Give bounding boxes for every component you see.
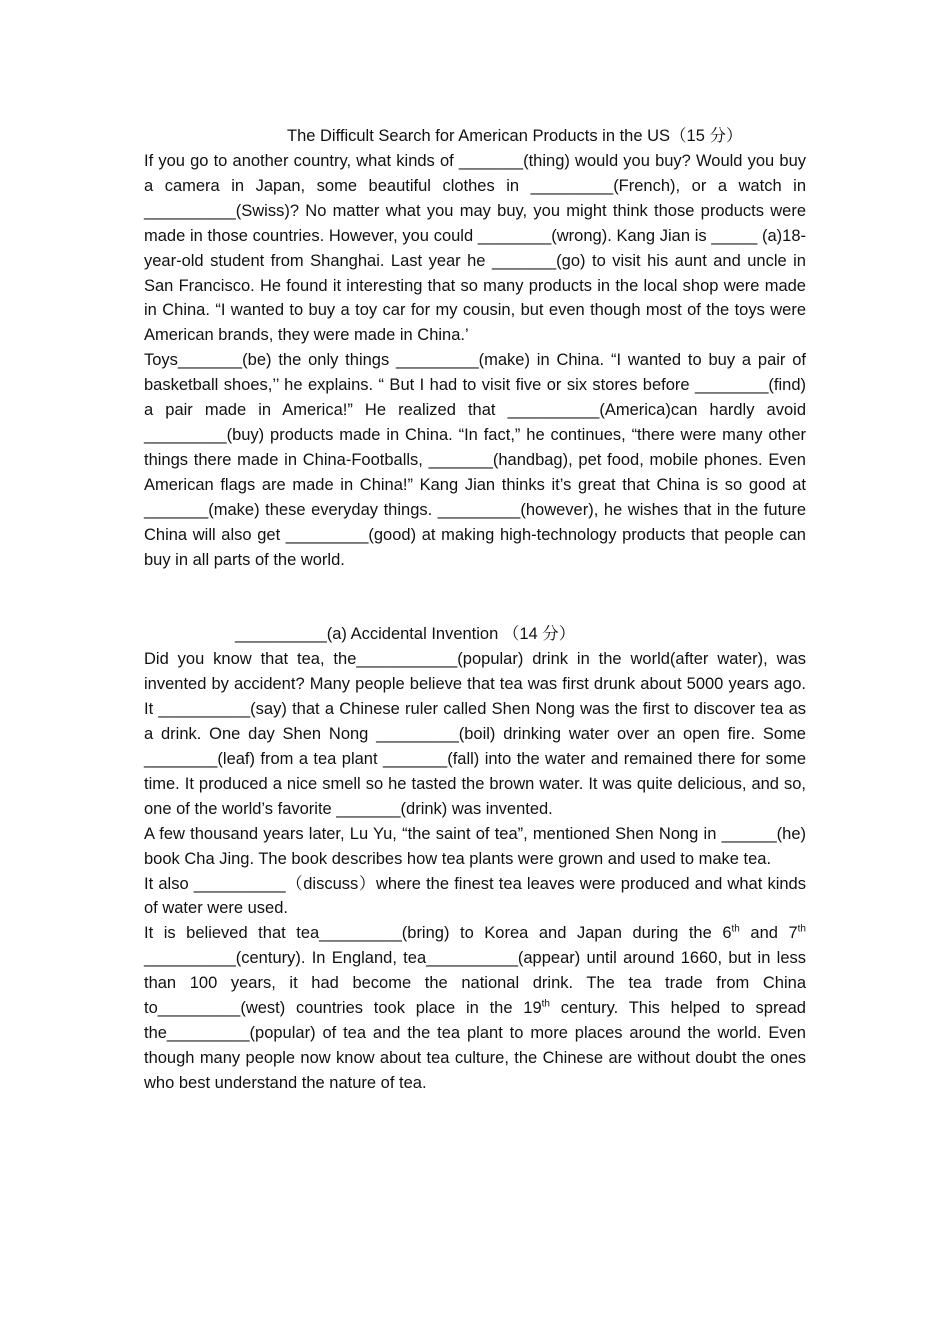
section-spacer [144,572,806,622]
superscript-th-1: th [731,923,740,935]
passage1-title: The Difficult Search for American Products in the US（15 分） [287,127,743,145]
passage2-title: __________(a) Accidental Invention （14 分） [235,625,576,644]
paragraph-4-text-d: century. This helped to spread the_________(popular) of tea and the tea plant to more places around the world. Even though many people now know about tea culture, the Chinese are without doubt the ones who best understand the nature of tea. [144,999,806,1092]
passage2-paragraph-4 [144,921,806,1095]
passage1-paragraph-1: If you go to another country, what kinds of _______(thing) would you buy? Would you buy a camera in Japan, some beautiful clothes in _________(French), or a watch in __________(Swiss)? No matter what you may buy, you might think those products were made in those countries. However, you could ________(wrong). Kang Jian is _____ (a)18-year-old student from Shanghai. Last year he _______(go) to visit his aunt and uncle in San Francisco. He found it interesting that so many products in the local shop were made in China. “I wanted to buy a toy car for my cousin, but even though most of the toys were American brands, they were made in China.’ [144,152,806,345]
passage2-paragraph-2: A few thousand years later, Lu Yu, “the saint of tea”, mentioned Shen Nong in ______(he) book Cha Jing. The book describes how tea plants were grown and used to make tea. [144,824,806,868]
superscript-th-2: th [797,923,806,935]
passage1-paragraph-2: Toys_______(be) the only things _________(make) in China. “I wanted to buy a pair of basketball shoes,’’ he explains. “ But I had to visit five or six stores before ________(find) a pair made in America!” He realized that __________(America)can hardly avoid _________(buy) products made in China. “In fact,” he continues, “there were many other things there made in China-Footballs, _______(handbag), pet food, mobile phones. Even American flags are made in China!” Kang Jian thinks it’s great that China is so good at _______(make) these everyday things. _________(however), he wishes that in the future China will also get _________(good) at making high-technology products that people can buy in all parts of the world. [144,351,806,569]
document-page [144,124,806,1096]
passage2-paragraph-1: Did you know that tea, the___________(popular) drink in the world(after water), was invented by accident? Many people believe that tea was first drunk about 5000 years ago. It __________(say) that a Chinese ruler called Shen Nong was the first to discover tea as a drink. One day Shen Nong _________(boil) drinking water over an open fire. Some ________(leaf) from a tea plant _______(fall) into the water and remained there for some time. It produced a nice smell so he tasted the brown water. It was quite delicious, and so, one of the world’s favorite _______(drink) was invented. [144,650,806,818]
paragraph-4-text-a: It is believed that tea_________(bring) to Korea and Japan during the 6 [144,924,732,943]
paragraph-4-text-c: __________(century). In England, tea__________(appear) until around 1660, but in less than 100 years, it had become the national drink. The tea trade from China to_________(west) countries took place in the 19 [144,949,806,1018]
superscript-th-3: th [541,998,550,1010]
paragraph-4-text-b: and 7 [739,924,798,943]
passage2-paragraph-3: It also __________（discuss）where the finest tea leaves were produced and what kinds of water were used. [144,874,806,918]
